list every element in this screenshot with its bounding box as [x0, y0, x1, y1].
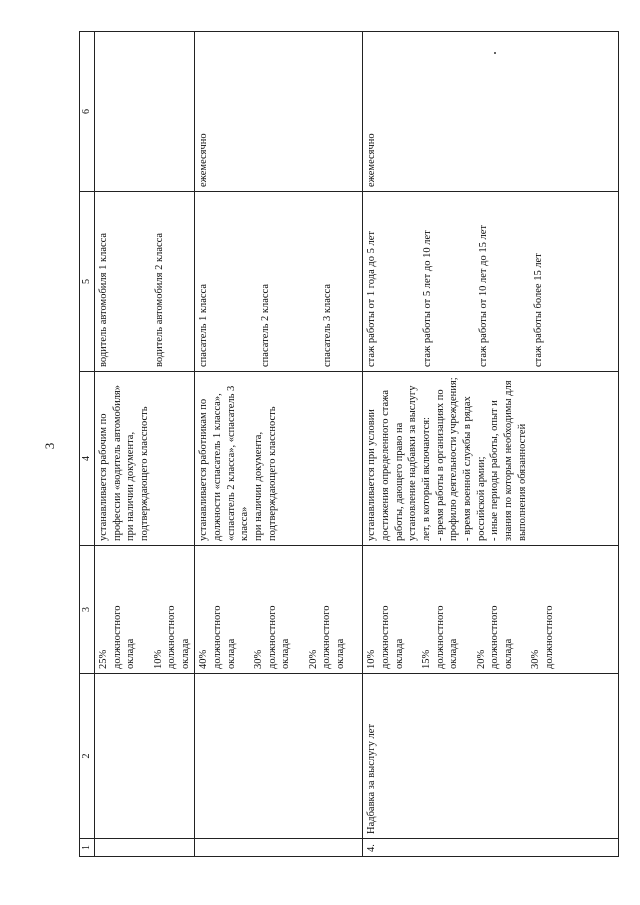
cell-row1-frequency: [95, 32, 195, 192]
page-number: 3: [42, 442, 57, 450]
column-number-5: 5: [80, 192, 95, 372]
cell-row2-number: [195, 839, 363, 857]
criteria-seniority-1-5: стаж работы от 1 года до 5 лет: [366, 231, 378, 367]
cell-row1-amount: 25% должностного оклада 10% должностного оклада: [95, 546, 195, 674]
rotated-table-container: [79, 32, 619, 857]
cell-row2-amount: 40% должностного оклада 30% должностного оклада 20% должностного оклада: [195, 546, 363, 674]
criteria-rescuer-class-1: спасатель 1 класса: [198, 283, 210, 367]
table-row-driver-class: [95, 32, 195, 857]
column-number-1: 1: [80, 839, 95, 857]
cell-row2-condition: устанавливается работникам по должности «спасатель 1 класса», «спасатель 2 класса», «спасатель 3 класса» при наличии документа, подтверждающего классность: [195, 372, 363, 546]
criteria-driver-class-1: водитель автомобиля 1 класса: [98, 232, 109, 367]
criteria-driver-class-2: водитель автомобиля 2 класса: [153, 232, 165, 367]
cell-row1-number: [95, 839, 195, 857]
allowances-table: [79, 31, 619, 857]
criteria-rescuer-class-3: спасатель 3 класса: [321, 283, 333, 367]
criteria-seniority-10-15: стаж работы от 10 лет до 15 лет: [477, 225, 489, 367]
cell-row1-name: [95, 674, 195, 839]
column-number-row: [80, 32, 95, 857]
column-number-3: 3: [80, 546, 95, 674]
cell-row3-condition: устанавливается при условии достижения определенного стажа работы, дающего право на установление надбавки за выслугу лет, в который включаются: - время работы в организациях по профилю деятельности учреждения; - время военной службы в рядах российской армии; - иные периоды работы, опыт и знания по которым необходимы для выполнения обязанностей: [363, 372, 619, 546]
criteria-seniority-5-10: стаж работы от 5 лет до 10 лет: [422, 230, 434, 367]
cell-row2-name: [195, 674, 363, 839]
cell-row1-criteria: [95, 192, 195, 372]
cell-row3-number: 4.: [363, 839, 619, 857]
criteria-rescuer-class-2: спасатель 2 класса: [260, 283, 272, 367]
cell-row3-amount: 10% должностного оклада 15% должностного оклада 20% должностного оклада 30% должностного: [363, 546, 619, 674]
cell-row3-frequency: ежемесячно: [363, 32, 619, 192]
criteria-seniority-15-plus: стаж работы более 15 лет: [533, 253, 545, 367]
column-number-4: 4: [80, 372, 95, 546]
table-row-rescuer-class: [195, 32, 363, 857]
table-row-seniority: [363, 32, 619, 857]
cell-row3-criteria: [363, 192, 619, 372]
column-number-2: 2: [80, 674, 95, 839]
cell-row2-criteria: [195, 192, 363, 372]
cell-row3-name: Надбавка за выслугу лет: [363, 674, 619, 839]
column-number-6: 6: [80, 32, 95, 192]
cell-row1-condition: устанавливается рабочим по профессии «водитель автомобиля» при наличии документа, подтверждающего классность: [95, 372, 195, 546]
cell-row2-frequency: ежемесячно: [195, 32, 363, 192]
